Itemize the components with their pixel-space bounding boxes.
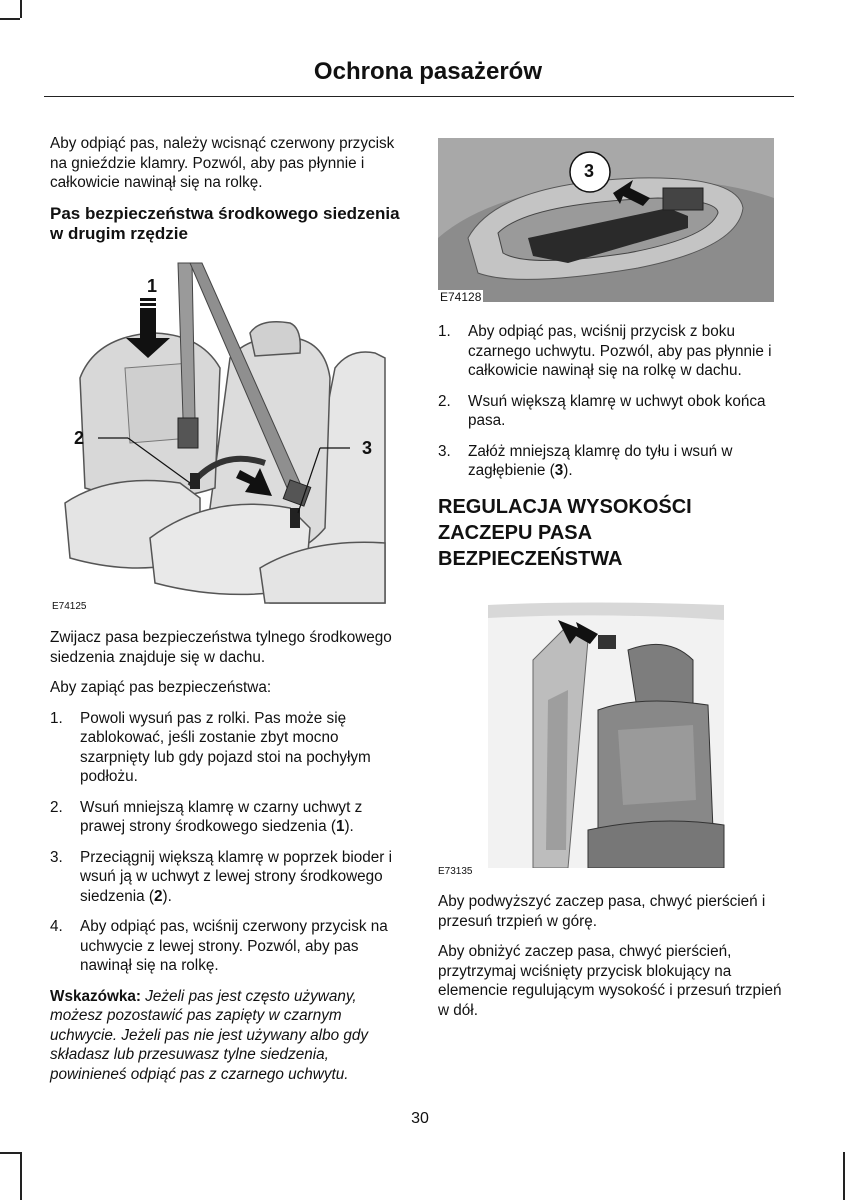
page-number: 30	[411, 1110, 429, 1127]
fasten-steps	[50, 709, 402, 976]
retractor-paragraph: Zwijacz pasa bezpieczeństwa tylnego środkowego siedzenia znajduje się w dachu.	[50, 629, 392, 666]
note: Wskazówka: Jeżeli pas jest często używany, możesz pozostawić pas zapięty w czarnym uchwycie. Jeżeli pas nie jest używany albo gdy składasz lub przesuwasz tylne siedzenia, powinieneś odpiąć pas z czarnego uchwytu.	[50, 987, 369, 1083]
roof-buckle-photo	[438, 138, 774, 306]
raise-paragraph: Aby podwyższyć zaczep pasa, chwyć pierścień i przesuń trzpień w górę.	[438, 893, 766, 930]
subheading: Pas bezpieczeństwa środkowego siedzenia w drugim rzędzie	[50, 203, 400, 243]
page-title: Ochrona pasażerów	[313, 58, 542, 85]
title-divider	[44, 96, 794, 97]
callout-1: 1	[147, 276, 158, 296]
crop-mark	[843, 1152, 845, 1200]
release-steps	[438, 322, 792, 481]
crop-mark	[0, 18, 20, 20]
list-item: 1. Aby odpiąć pas, wciśnij przycisk z boku czarnego uchwytu. Pozwól, aby pas płynnie i całkowicie nawinął się na rolkę w dachu.	[438, 323, 772, 379]
callout-3: 3	[362, 438, 373, 458]
figure-code: E74125	[52, 601, 87, 612]
callout-3-photo: 3	[584, 161, 595, 181]
intro-paragraph: Aby odpiąć pas, należy wcisnąć czerwony przycisk na gnieździe klamry. Pozwól, aby pas płynnie i całkowicie nawinął się na rolkę.	[50, 135, 395, 191]
seat-adjuster-svg	[438, 600, 728, 868]
rear-seat-belt-illustration	[50, 258, 390, 618]
lower-paragraph: Aby obniżyć zaczep pasa, chwyć pierścień, przytrzymaj wciśnięty przycisk blokujący na elemencie regulującym wysokość i przesuń trzpień w dół.	[438, 943, 782, 1019]
right-column-lower	[438, 892, 792, 1031]
left-column-lower	[50, 628, 402, 1095]
crop-mark	[0, 1152, 20, 1154]
list-item: 2. Wsuń mniejszą klamrę w czarny uchwyt z prawej strony środkowego siedzenia (1).	[50, 798, 363, 835]
list-item: 3. Przeciągnij większą klamrę w poprzek bioder i wsuń ją w uchwyt z lewej strony środkowego siedzenia (2).	[50, 848, 393, 905]
section-heading: REGULACJA WYSOKOŚCI ZACZEPU PASA BEZPIECZEŃSTWA	[438, 496, 692, 570]
list-item: 3. Załóż mniejszą klamrę do tyłu i wsuń w zagłębienie (3).	[438, 442, 733, 479]
crop-mark	[20, 0, 22, 18]
left-column	[50, 134, 402, 244]
list-item: 2. Wsuń większą klamrę w uchwyt obok końca pasa.	[438, 392, 766, 429]
crop-mark	[20, 1152, 22, 1200]
callout-2: 2	[74, 428, 85, 448]
list-item: 1. Powoli wysuń pas z rolki. Pas może się zablokować, jeśli zostanie zbyt mocno szarpnięty lub gdy pojazd stoi na pochyłym podłożu.	[50, 709, 371, 785]
figure-code: E73135	[438, 866, 473, 877]
roof-buckle-svg	[438, 138, 774, 302]
rear-seats-svg	[50, 258, 390, 618]
figure-code: E74128	[440, 290, 482, 304]
list-item: 4. Aby odpiąć pas, wciśnij czerwony przycisk na uchwycie z lewej strony. Pozwól, aby pas nawinął się na rolkę.	[50, 918, 388, 974]
fasten-intro: Aby zapiąć pas bezpieczeństwa:	[50, 679, 272, 696]
right-column	[438, 322, 792, 492]
height-adjuster-illustration	[438, 600, 728, 878]
